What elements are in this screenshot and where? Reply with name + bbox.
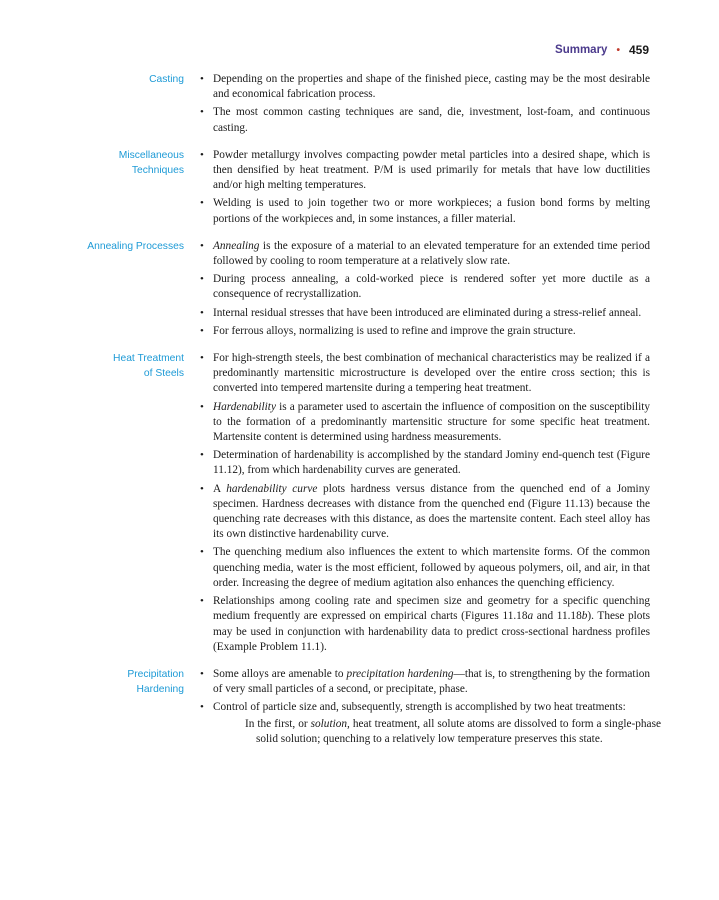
bullet-item: • Powder metallurgy involves compacting powder metal particles into a desired shape, which is then densified by heat treatment. P/M is used primarily for metals that have low ductilities and/or high melting temperatures. — [200, 148, 650, 194]
bullet-item — [200, 400, 650, 446]
margin-label-line: Miscellaneous — [118, 149, 184, 161]
bullet-item: • Depending on the properties and shape of the finished piece, casting may be the most desirable and economical fabrication process. — [200, 72, 650, 102]
bullet-text: is the exposure of a material to an elevated temperature for an extended time period followed by cooling to room temperature at a relatively slow rate. — [213, 239, 650, 268]
margin-label — [54, 148, 184, 178]
bullet-item: • For high-strength steels, the best combination of mechanical characteristics may be realized if a predominantly martensitic microstructure is developed over the entire cross section; this is converted into tempered martensite during a tempering heat treatment. — [200, 351, 650, 397]
bullet-text: ). These plots may be used in conjunction with hardenability data to predict cross-sectional hardness profiles (Example Problem 11.1). — [213, 610, 650, 653]
bullet-item — [200, 594, 650, 655]
bullet-text: Some alloys are amenable to — [213, 667, 347, 680]
bullet-text: plots hardness versus distance from the quenched end of a Jominy specimen. Hardness decreases with distance from the quenched end (Figure 11.13) because the quenching rate decreases with this distance, as does the martensite content. Each steel alloy has its own distinctive hardenability curve. — [213, 482, 650, 541]
term: Hardenability — [213, 400, 276, 413]
term: a — [527, 610, 534, 623]
term: solution, — [310, 717, 350, 730]
bullet-item: • For ferrous alloys, normalizing is used to refine and improve the grain structure. — [200, 324, 650, 339]
margin-label-line: Techniques — [131, 165, 184, 177]
bullet-item — [200, 239, 650, 269]
bullet-item: • Determination of hardenability is accomplished by the standard Jominy end-quench test (Figure 11.12), from which hardenability curves are generated. — [200, 448, 650, 478]
section-annealing — [0, 239, 719, 339]
section-misc-techniques — [0, 148, 719, 227]
term: hardenability curve — [226, 482, 318, 495]
page-body — [0, 72, 719, 759]
section-casting — [0, 72, 719, 136]
bullet-list — [200, 148, 650, 227]
bullet-list — [200, 667, 650, 716]
running-header — [555, 43, 649, 57]
bullet-list — [200, 72, 650, 136]
bullet-text: —that is, to strengthening by the formation of very small particles of a second, or precipitate, phase. — [213, 667, 650, 696]
margin-label-line: of Steels — [143, 368, 184, 380]
bullet-text: A — [213, 482, 227, 495]
margin-label — [54, 351, 184, 381]
term: precipitation hardening — [346, 667, 454, 680]
bullet-item — [200, 667, 650, 697]
bullet-list — [200, 239, 650, 339]
bullet-text: Relationships among cooling rate and specimen size and geometry for a specific quenching medium frequently are expressed on empirical charts (Figures 11.18 — [213, 595, 650, 623]
term: b — [581, 610, 588, 623]
margin-label: Casting — [149, 74, 184, 85]
bullet-item — [200, 482, 650, 543]
header-title: Summary — [555, 44, 608, 56]
section-heat-treatment — [0, 351, 719, 655]
page-number: 459 — [628, 43, 649, 57]
bullet-item: • Welding is used to join together two or more workpieces; a fusion bond forms by melting portions of the workpieces and, in some instances, a filler material. — [200, 196, 650, 226]
bullet-item: • Control of particle size and, subsequently, strength is accomplished by two heat treatments: — [200, 700, 650, 715]
bullet-text: and 11.18 — [533, 610, 582, 623]
bullet-item: • The most common casting techniques are sand, die, investment, lost-foam, and continuous casting. — [200, 105, 650, 135]
bullet-item: • During process annealing, a cold-worked piece is rendered softer yet more ductile as a consequence of recrystallization. — [200, 272, 650, 302]
margin-label: Annealing Processes — [87, 240, 184, 252]
bullet-text: is a parameter used to ascertain the influence of composition on the susceptibility to the formation of a predominantly martensitic structure for some specific heat treatment. Martensite content is determined using hardness measurements. — [213, 400, 650, 444]
sub-paragraph — [245, 717, 661, 747]
margin-label-line: Hardening — [136, 684, 184, 696]
bullet-item: • Internal residual stresses that have been introduced are eliminated during a stress-relief anneal. — [200, 306, 650, 321]
margin-label-line: Heat Treatment — [113, 353, 184, 365]
section-precipitation-hardening — [0, 667, 719, 747]
term: Annealing — [213, 239, 260, 252]
sub-text: In the first, or — [245, 717, 311, 730]
header-separator: • — [616, 44, 620, 56]
sub-text: heat treatment, all solute atoms are dissolved to form a single-phase solid solution; quenching to a relatively low temperature preserves this state. — [256, 717, 661, 745]
bullet-list — [200, 351, 650, 655]
margin-label-line: Precipitation — [127, 668, 184, 680]
margin-label — [54, 667, 184, 697]
bullet-item: • The quenching medium also influences the extent to which martensite forms. Of the common quenching media, water is the most efficient, followed by aqueous polymers, oil, and air, in that order. Increasing the degree of medium agitation also enhances the quenching efficiency. — [200, 545, 650, 591]
